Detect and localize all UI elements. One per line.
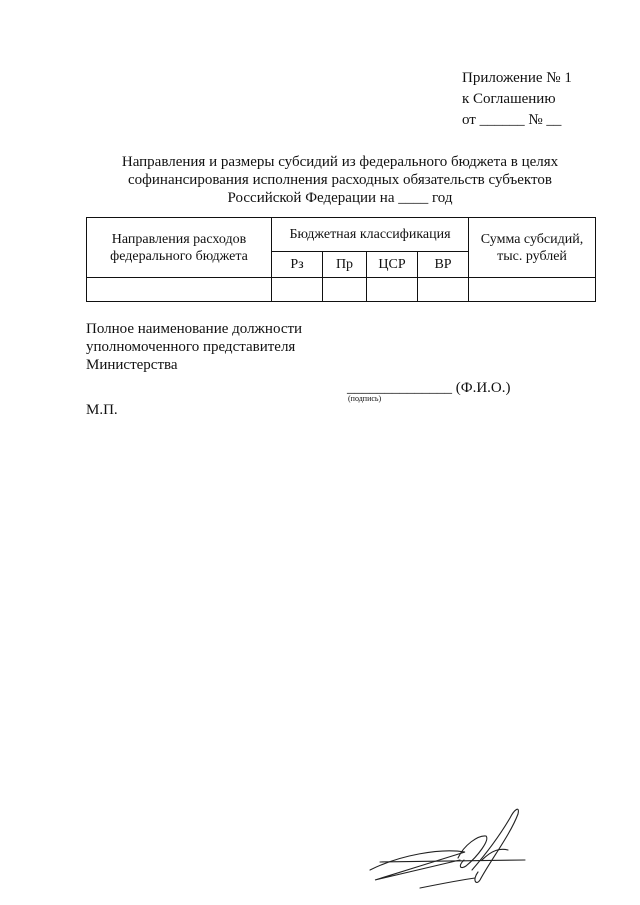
empty-cell: [418, 278, 469, 302]
header-budget-classification: Бюджетная классификация: [272, 218, 469, 252]
official-line-3: Министерства: [86, 357, 178, 373]
appendix-line-1: Приложение № 1: [462, 70, 572, 86]
header-directions-line-1: Направления расходов: [111, 231, 247, 247]
header-vr: ВР: [418, 252, 469, 278]
signature-line: ______________ (Ф.И.О.): [347, 380, 511, 396]
official-line-1: Полное наименование должности: [86, 321, 303, 337]
empty-cell: [323, 278, 367, 302]
header-sum-line-1: Сумма субсидий,: [480, 231, 584, 247]
empty-cell: [469, 278, 596, 302]
header-rz: Рз: [272, 252, 323, 278]
title-line-1: Направления и размеры субсидий из федерального бюджета в целях: [121, 154, 559, 170]
empty-cell: [87, 278, 272, 302]
header-csr: ЦСР: [367, 252, 418, 278]
appendix-header: [462, 68, 572, 131]
table-row: [87, 278, 596, 302]
header-directions-line-2: федерального бюджета: [110, 248, 248, 264]
official-line-2: уполномоченного представителя: [86, 339, 296, 355]
subsidy-table: [86, 217, 596, 302]
header-directions: [87, 218, 272, 278]
header-pr: Пр: [323, 252, 367, 278]
appendix-line-2: к Соглашению: [462, 91, 556, 107]
signature-caption: (подпись): [348, 394, 382, 403]
document-title: [70, 153, 610, 207]
header-sum: [469, 218, 596, 278]
official-title-block: [86, 320, 302, 374]
handwritten-signature: [360, 800, 530, 895]
stamp-label: М.П.: [86, 402, 118, 418]
title-line-3: Российской Федерации на ____ год: [227, 190, 453, 206]
empty-cell: [272, 278, 323, 302]
empty-cell: [367, 278, 418, 302]
header-sum-line-2: тыс. рублей: [497, 248, 567, 264]
appendix-line-3: от ______ № __: [462, 112, 562, 128]
title-line-2: софинансирования исполнения расходных обязательств субъектов: [128, 172, 552, 188]
